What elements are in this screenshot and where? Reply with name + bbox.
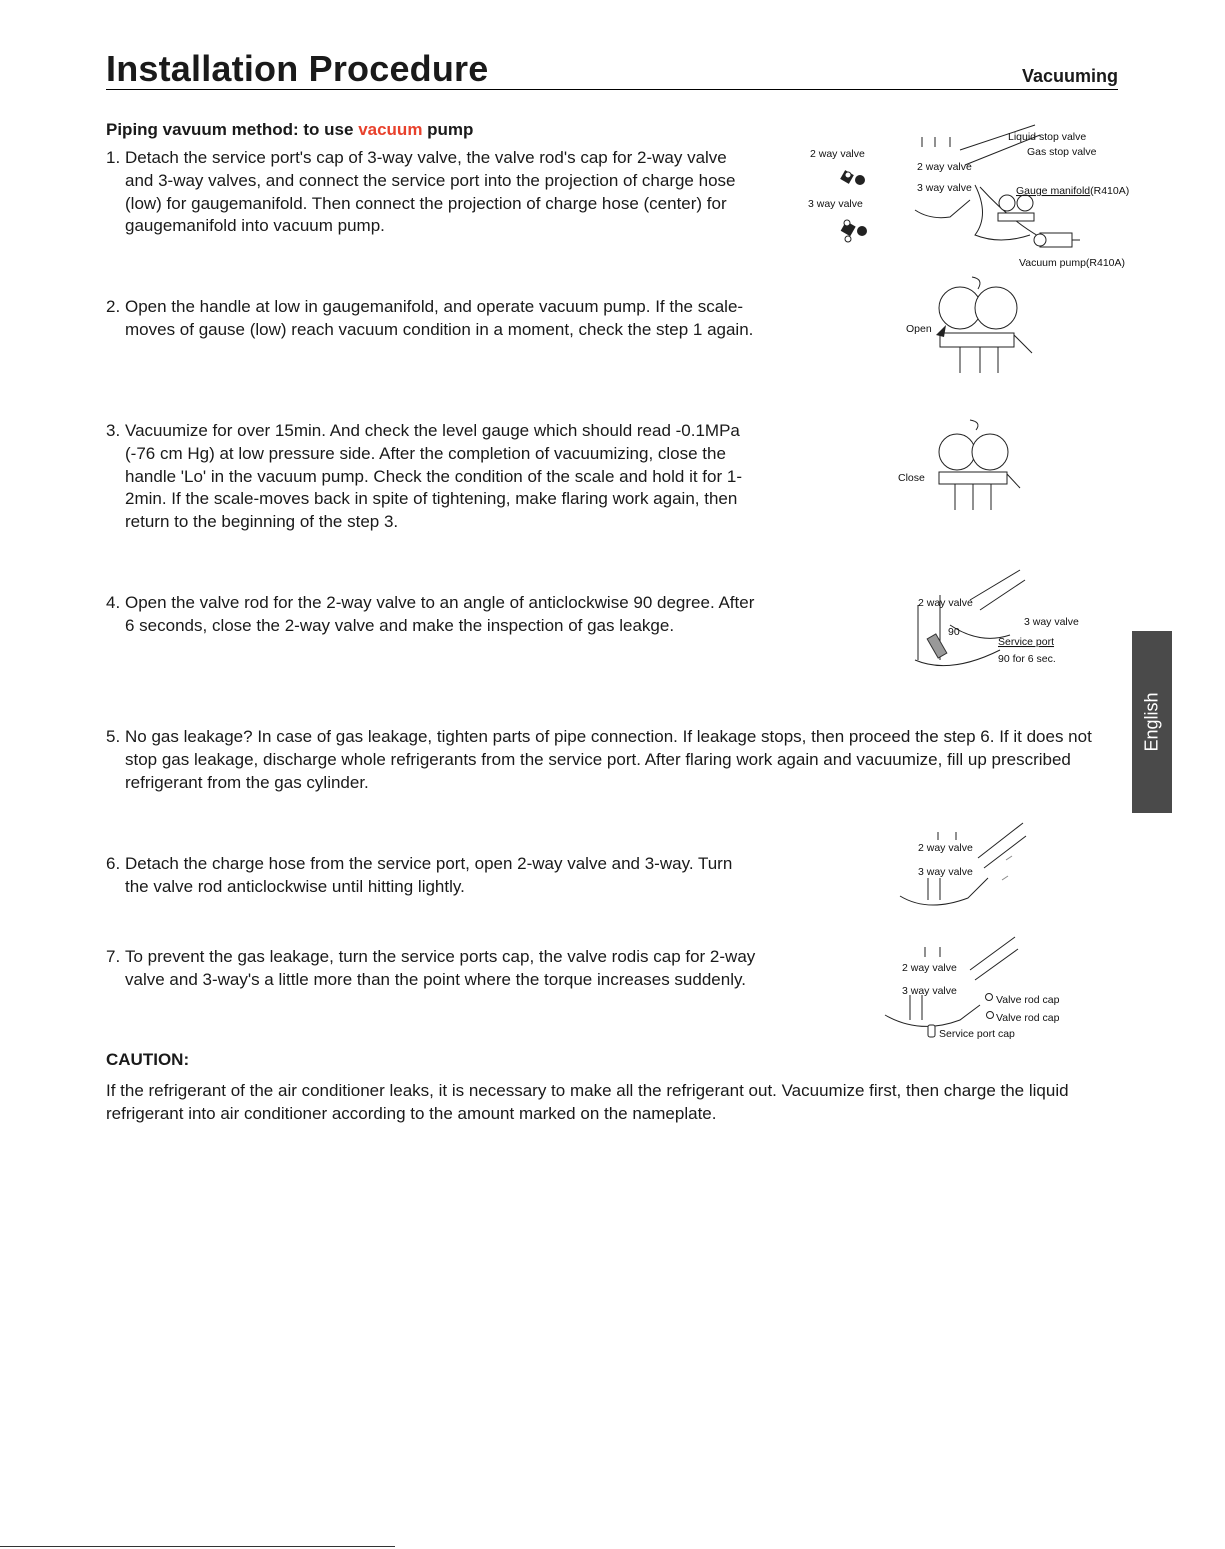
figure-step-6-drawing: [898, 818, 1038, 913]
step-number: 3.: [106, 421, 121, 440]
step-number: 5.: [106, 727, 121, 746]
gauge-manifold-icon: [939, 420, 1020, 510]
gauge-manifold-label: [1016, 185, 1129, 197]
step-2: [106, 296, 758, 342]
step-text: Vacuumize for over 15min. And check the level gauge which should read -0.1MPa (-76 cm Hg) at low pressure side. After the completion of vacuumizing, close the handle 'Lo' in the vacuum pump. Check the condition of the scale and hold it for 1-2min. If the scale-moves back in spite of tightening, make flaring work again, then return to the beginning of the step 3.: [125, 421, 742, 532]
step-text: To prevent the gas leakage, turn the service ports cap, the valve rodis cap for 2-way valve and 3-way's a little more than the point where the torque increases suddenly.: [125, 947, 756, 989]
fig6-three-way-label: 3 way valve: [918, 866, 973, 878]
figure-step-3-drawing: [895, 418, 1035, 518]
figure-step-2: [900, 275, 1040, 385]
liquid-stop-valve-label: Liquid stop valve: [1008, 131, 1087, 143]
step-text: Open the valve rod for the 2-way valve to an angle of anticlockwise 90 degree. After 6 seconds, close the 2-way valve and make the inspection of gas leakge.: [125, 593, 755, 635]
fig1-three-way-label-b: 3 way valve: [917, 182, 972, 194]
step-text: Detach the service port's cap of 3-way valve, the valve rod's cap for 2-way valve and 3-way valves, and connect the service port into the projection of charge hose (low) for gaugemanifold. Then connect the projection of charge hose (center) for gaugemanifold into vacuum pump.: [125, 148, 736, 236]
language-tab-label: English: [1141, 692, 1162, 752]
figure-step-6: [898, 818, 1038, 913]
step-text: Detach the charge hose from the service port, open 2-way valve and 3-way. Turn the valve rod anticlockwise until hitting lightly.: [125, 854, 733, 896]
step-number: 4.: [106, 593, 121, 612]
step-5: [106, 726, 1122, 794]
caution-heading: CAUTION:: [106, 1050, 190, 1069]
close-label: Close: [898, 472, 925, 484]
gauge-manifold-label-main: Gauge manifold: [1016, 185, 1091, 197]
step-text: Open the handle at low in gaugemanifold, and operate vacuum pump. If the scale-moves of gause (low) reach vacuum condition in a moment, check the step 1 again.: [125, 297, 754, 339]
method-heading-accent: vacuum: [358, 120, 423, 139]
step-number: 6.: [106, 854, 121, 873]
step-number: 2.: [106, 297, 121, 316]
valve-rod-cap-label-2: Valve rod cap: [996, 1012, 1060, 1024]
fig7-three-way-label: 3 way valve: [902, 985, 957, 997]
fig4-three-way-label: 3 way valve: [1024, 616, 1079, 628]
wrench-icon: [927, 634, 947, 658]
fig1-two-way-label-b: 2 way valve: [917, 161, 972, 173]
step-6: [106, 853, 758, 899]
three-way-valve-icon: [841, 220, 867, 242]
method-heading: [106, 120, 473, 140]
figure-step-1-drawing: [800, 125, 1140, 275]
title-divider: [106, 89, 1118, 90]
valve-rod-cap-icon: [986, 994, 994, 1019]
gauge-manifold-icon: [939, 277, 1032, 373]
method-heading-prefix: Piping vavuum method: to use: [106, 120, 359, 139]
fig1-three-way-label: 3 way valve: [808, 198, 863, 210]
step-text: No gas leakage? In case of gas leakage, tighten parts of pipe connection. If leakage stops, then proceed the step 6. If it does not stop gas leakage, discharge whole refrigerants from the service port. After flaring work again and vacuumize, fill up prescribed refrigerant from the gas cylinder.: [125, 727, 1092, 792]
fig7-two-way-label: 2 way valve: [902, 962, 957, 974]
figure-step-2-drawing: [900, 275, 1040, 385]
gas-stop-valve-label: Gas stop valve: [1027, 146, 1097, 158]
step-number: 7.: [106, 947, 121, 966]
figure-step-4: [910, 565, 1079, 675]
step-1: [106, 147, 758, 238]
fig1-two-way-label: 2 way valve: [810, 148, 865, 160]
valve-rod-cap-label-1: Valve rod cap: [996, 994, 1060, 1006]
method-heading-suffix: pump: [422, 120, 474, 139]
language-tab: [1132, 631, 1172, 813]
caution-text: If the refrigerant of the air conditioner leaks, it is necessary to make all the refrigerant out. Vacuumize first, then charge the liquid refrigerant into air conditioner according to the amount marked on the nameplate.: [106, 1081, 1069, 1123]
section-title: Vacuuming: [1021, 66, 1118, 86]
service-port-cap-label: Service port cap: [939, 1028, 1015, 1040]
figure-step-7: [880, 935, 1070, 1045]
valve-piping-drawing: [915, 570, 1025, 666]
figure-step-7-drawing: [880, 935, 1070, 1045]
two-way-valve-icon: [840, 170, 865, 185]
footer-divider: [0, 1546, 395, 1547]
figure-step-1: [800, 125, 1140, 275]
vacuum-pump-icon: [1034, 233, 1080, 247]
fig4-two-way-label: 2 way valve: [918, 597, 973, 609]
angle-label: 90: [948, 626, 960, 638]
figure-step-4-drawing: [910, 565, 1079, 675]
vacuum-pump-label: Vacuum pump(R410A): [1019, 257, 1126, 269]
page-title: Installation Procedure: [106, 48, 489, 89]
step-4: [106, 592, 758, 638]
step-3: [106, 420, 758, 534]
figure-step-3: [895, 418, 1035, 518]
step-number: 1.: [106, 148, 121, 167]
gauge-manifold-label-suffix: (R410A): [1090, 185, 1130, 197]
duration-label: 90 for 6 sec.: [998, 653, 1056, 665]
service-port-label: Service port: [998, 636, 1055, 648]
service-port-cap-icon: [928, 1025, 935, 1037]
gauge-manifold-icon: [998, 195, 1034, 221]
step-7: [106, 946, 758, 992]
open-label: Open: [906, 323, 932, 335]
fig6-two-way-label: 2 way valve: [918, 842, 973, 854]
rotation-arrow-icon: [1002, 856, 1012, 880]
valve-piping-drawing: [900, 823, 1026, 905]
